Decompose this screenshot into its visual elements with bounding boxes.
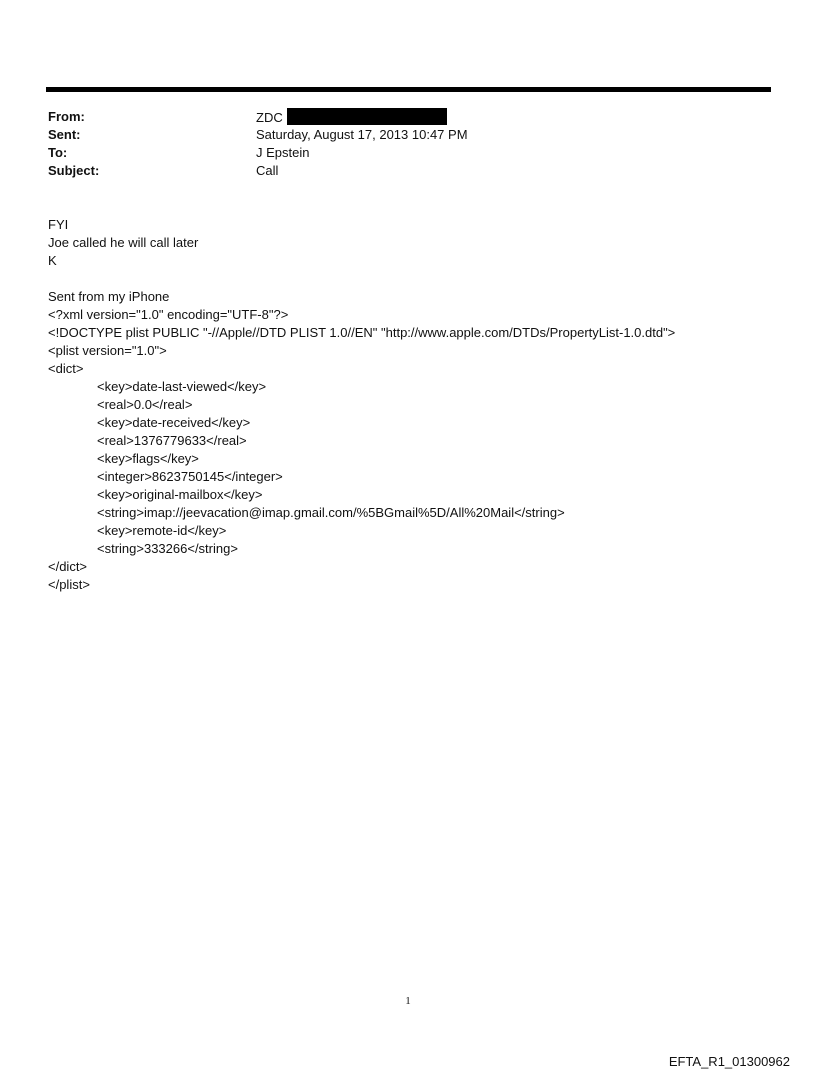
message-line: FYI bbox=[48, 217, 69, 232]
plist-entry: <real>0.0</real> bbox=[97, 397, 193, 412]
document-id: EFTA_R1_01300962 bbox=[668, 1054, 790, 1069]
xml-declaration: <?xml version="1.0" encoding="UTF-8"?> bbox=[48, 307, 289, 322]
plist-entry: <key>original-mailbox</key> bbox=[97, 487, 263, 502]
subject-row bbox=[48, 162, 748, 180]
plist-close-tag: </plist> bbox=[48, 577, 90, 592]
doctype-line: <!DOCTYPE plist PUBLIC "-//Apple//DTD PLIST 1.0//EN" "http://www.apple.com/DTDs/PropertyList-1.0.dtd"> bbox=[48, 325, 676, 340]
blank-line bbox=[48, 270, 788, 288]
redaction-block bbox=[287, 108, 447, 125]
from-label: From: bbox=[48, 109, 85, 124]
plist-entry: <real>1376779633</real> bbox=[97, 433, 247, 448]
to-row bbox=[48, 144, 748, 162]
plist-entry: <string>333266</string> bbox=[97, 541, 238, 556]
plist-entry: <key>remote-id</key> bbox=[97, 523, 227, 538]
dict-close-tag: </dict> bbox=[48, 559, 88, 574]
message-line: K bbox=[48, 253, 57, 268]
dict-open-tag: <dict> bbox=[48, 361, 84, 376]
page-number: 1 bbox=[405, 995, 411, 1007]
from-sender: ZDC bbox=[256, 110, 283, 125]
header-rule bbox=[46, 87, 771, 92]
plist-entry: <key>flags</key> bbox=[97, 451, 199, 466]
subject-label: Subject: bbox=[48, 163, 100, 178]
subject-value: Call bbox=[256, 163, 279, 178]
from-row bbox=[48, 108, 748, 126]
plist-entry: <integer>8623750145</integer> bbox=[97, 469, 283, 484]
plist-open-tag: <plist version="1.0"> bbox=[48, 343, 167, 358]
plist-entry: <key>date-received</key> bbox=[97, 415, 251, 430]
plist-entry: <string>imap://jeevacation@imap.gmail.com/%5BGmail%5D/All%20Mail</string> bbox=[97, 505, 565, 520]
sent-value: Saturday, August 17, 2013 10:47 PM bbox=[256, 127, 468, 142]
plist-entry: <key>date-last-viewed</key> bbox=[97, 379, 267, 394]
signature-line: Sent from my iPhone bbox=[48, 289, 170, 304]
to-label: To: bbox=[48, 145, 68, 160]
from-value bbox=[256, 108, 447, 127]
message-body bbox=[48, 216, 788, 594]
sent-label: Sent: bbox=[48, 127, 81, 142]
to-value: J Epstein bbox=[256, 145, 310, 160]
sent-row bbox=[48, 126, 748, 144]
message-line: Joe called he will call later bbox=[48, 235, 199, 250]
email-header bbox=[48, 108, 748, 180]
